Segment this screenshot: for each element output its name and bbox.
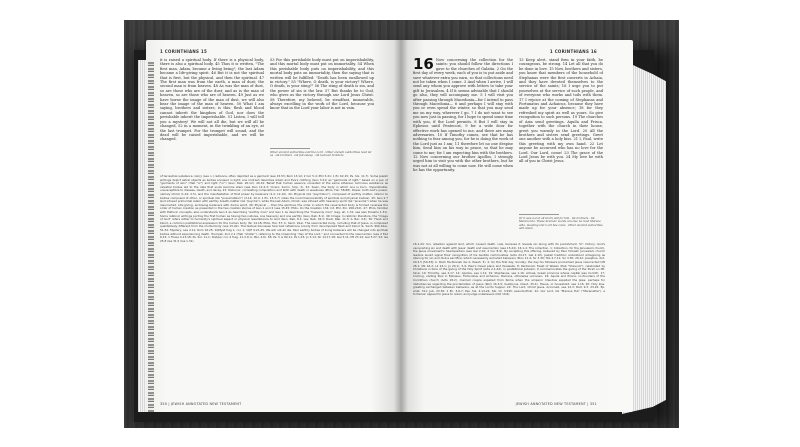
photo-background: [124, 20, 679, 428]
right-annotation-notes: 16.1-24: Sin, rebellion against God, which caused death. Law, because it reveals sin along with its punishment. 57: Victory, God's vanquishing sin and death with Jesus' death and resurrection (see 15.24). 16.1-4: The collection. 1: Collection, for the Jerusalem church, the Jesus movement's headquarters (see Gal 2.10; 2 Cor 8-9). By accepting this offering, believed by Paul himself, Jerusalem church leaders would signal their recognition of his Gentile communities (Acts 24.17; Gal 2.10). Jewish tradition understood almsgiving as atoning for sin and divine sacrifice, which necessarily excluded believers (Prov 11.4; Sir 3.30; Tob 4.7-11; Sir 3.30; 29.12; Josephus, Ant. 20.2.5 [50-53]; b. Rosh Ha-Shanah 4a; b. Pesah. 3). 2: On the first day, Sunday, the day his followers proclaimed Jesus resurrected (Mt 28.1; Mk 16.2; Lk 24.1; Jn 20.1). 5-9: Paul's travel plans and farewells. 8: Pentecost, Feast of Weeks (Heb "Shavuot"), celebrated by Christians in time of the giving of the Holy Spirit (Acts 2.1-42); in postbiblical Judaism, it commemorates the giving of the Torah on Mt. Sinai. 10: Timothy, see 4.17. 12: Apollos, see 1.12. 19: Stephanas, see 1.16. Achaia, Greek province whose capital was Corinth. 17: Coming, visiting Paul in Ephesus. Fortunatus and Achaicus, Romans, otherwise unknown. 19: Aquila and Prisca, co-founders of the Corinthian church (Acts 18.2), married couple expelled from Rome when the emperor Claudius expelled the Jews, perhaps for disturbances regarding the proclamation of Jesus (Rom 16.3-5; Suetonius, Claud. 25.4). House, or household; see 1.16. 20: Holy kiss, greeting exchanged between believers, as at the Lord's Supper. 22: The Lord, Christ Jesus. Accursed, see 12.3; Rom 9.3. 23-24: Ep. Arist. 311; Jub. 23.30; 1 En. 5.6-7; Pss. Sol. 4.14-22; Sib. Or. 3.595; pseudo-Philo. 22: Our Lord, Gk "Marana tha" ("Maranatha"), a formulaic appeal for Jesus to return and judge unbelievers (Did 10.6).: [413, 243, 605, 297]
right-xref-rule: [519, 214, 559, 215]
left-cross-references: Other ancient authorities add the Lord · Other ancient authorities read let us · Gk brothers · Gk fall asleep · Gk beloved brothers: [270, 150, 372, 158]
right-footer: JEWISH ANNOTATED NEW TESTAMENT | 351: [515, 402, 597, 406]
left-page: [146, 40, 401, 412]
right-main-text-body: Now concerning the collection for the saints: you should follow the directions I gave to the churches of Galatia. 2 On the first day of every week, each of you is to put aside and save whatever extra you earn, so that collections need not be taken when I come. 3 And when I arrive, I will send any whom you approve with letters to take your gift to Jerusalem. 4 If it seems advisable that I should go also, they will accompany me. 5 I will visit you after passing through Macedonia—for I intend to pass through Macedonia— 6 and perhaps I will stay with you or even spend the winter, so that you may send me on my way, wherever I go. 7 I do not want to see you now just in passing, for I hope to spend some time with you, if the Lord permits. 8 But I will stay in Ephesus until Pentecost, 9 for a wide door for effective work has opened to me, and there are many adversaries. 10 If Timothy comes, see that he has nothing to fear among you, for he is doing the work of the Lord just as I am; 11 therefore let no one despise him. Send him on his way in peace, so that he may come to me; for I am expecting him with the brothers. 12 Now concerning our brother Apollos, I strongly urged him to visit you with the other brothers, but he was not at all willing to come now. He will come when he has the opportunity.: [413, 58, 513, 173]
left-annotation-notes: of terrestrial substance. Glory (see n.) radiance, often depicted as a garment (see 15.53; Rom 13.12; 2 Cor 5.4; Phil 3.21; 1 En 62.15; Ps. Sol. 11.7). Some Jewish writings depict astral objects as bodies encased in light; one midrash describes Adam and Eve's clothing (Gen 3.21) as "garments of light," based on a pun of "garments of skin" (Heb "or") and light ("or") (Gen. Rab. 20.12). 40-41: Belief that human essence consisted of the same ethereal, luminous substance as celestial bodies led to the idea that souls become stars (see Dan 12.2-3; Cicero, Somn. Scip. 3). 42: Sown, the body in which one is born. Imperishable, unsusceptible to disease, death, and decay. 43: Dishonor, correlating composition and birth with death or weakness (Philo, Her. 58-68). Power, both God's power, namely Christ (1.24; 2.5), and the manifestation of that power by believers (2.4; 12.10). 44: Physical (Gk "psychikon"), composed of earthly matter, inferior to bodies composed of other, or spiritual (Gk "pneumatikon") (2.14; 10.4; 1 Ex. 15.3-7) notes the incommensurability of spiritual and physical bodies). 45: Gen 2.7 God infused primordial Adam with earthly breath-matter (Gk "psyche"), while the last Adam, Christ, was infused with heavenly spirit (Gk "pneuma") when he was resurrected. Life-giving, endowing believers with divine spirit. 46: Physical ... then the spiritual, the order in which the resurrected body is formed reverses the order of human creation as presented in the two creation stories of Gen 1 and 2 (see 15.45; Philo, On the Creation 134; Int. Phil. Por. 206-210). 47: Philo, familiar with Platonic concepts, also understands Gen 2 as describing "earthly man" and Gen 1 as describing the "heavenly man" (Leg. all. 1.31; see also Dreams 1.31). Some rabbinic writings portray the first human as having two natures, one heavenly and one earthly (Gen. Rab. 8.1). 49: Image. In rabbinic literature, the "image of God" refers either to humanity's spiritual aspect or physical resemblance to God (Gen. Rab. 8.1; Lev. Rab. 34.3; Deut. Rab. 11.3; b. Ber. 4.5). 50: Flesh and blood, a common postbiblical expression for the human body (Sir 14.18; Philo, Her. 57; b. Sanh. 91a). The resurrected body, including that of Jesus, is composed qualitatively different from the mortal body (see 15.40). The textual discusses how God refashions a body from decomposed flesh and blood (b. Sanh. 90b-91a). 51-52: Mystery, see 2.11; Rom 16.25; 1QMyst frag 1, col. 1; 1QH 9.21-25. We will not all die. Paul earthly bodies of living believers will be changed into spiritual bodies without experiencing death. Trumpet, 2nd 2.1 (Heb "shofar"), referring to the impending "day of the Lord," and connected to the resurrection (see 2 Esd 6.23; 1 Thess 4.13-18; Ps. Sol. 11.1; 4QApoc col. 4 frag. 11.3-9; b. Ber. 4.6). 56: Ps. 5 is 60.11; Ps 1.23; Jn 3.14; Sir 14.17-18; Gal 3.11; Mt 23.14; Gal 3.27. 54: Isa 25.8 (Isa 31.5 (Isa 1.31).: [160, 175, 388, 243]
right-main-text: [413, 58, 513, 230]
left-main-text: it is raised a spiritual body. If there is a physical body, there is also a spiritual body. 45 Thus it is written, "The first man, Adam, became a living being"; the last Adam became a life-giving spirit. 46 But it is not the spiritual that is first, but the physical, and then the spiritual. 47 The first man was from the earth, a man of dust; the second man is from heaven. 48 As was the man of dust, so are those who are of the dust; and as is the man of heaven, so are those who are of heaven. 49 Just as we have borne the image of the man of dust, we will also bear the image of the man of heaven. 50 What I am saying, brothers and sisters, is this: flesh and blood cannot inherit the kingdom of God, nor does the perishable inherit the imperishable. 51 Listen, I will tell you a mystery! We will not all die, but we will all be changed, 52 in a moment, in the twinkling of an eye, at the last trumpet. For the trumpet will sound, and the dead will be raised imperishable, and we will be changed.: [160, 58, 264, 142]
left-second-column: 53 For this perishable body must put on imperishability, and this mortal body must put on immortality. 54 When this perishable body puts on imperishability, and this mortal body puts on immortality, then the saying that is written will be fulfilled: "Death has been swallowed up in victory." 55 "Where, O death, is your victory? Where, O death, is your sting?" 56 The sting of death is sin, and the power of sin is the law. 57 But thanks be to God, who gives us the victory through our Lord Jesus Christ. 58 Therefore, my beloved, be steadfast, immovable, always excelling in the work of the Lord, because you know that in the Lord your labor is not in vain.: [270, 58, 374, 111]
left-footer: 350 | JEWISH ANNOTATED NEW TESTAMENT: [160, 402, 242, 406]
right-page: [401, 40, 633, 412]
left-running-head: 1 CORINTHIANS 15: [160, 49, 208, 54]
chapter-number: 16: [413, 58, 434, 73]
right-cross-references: Or it was not at all God's will for him · Gk brothers · Gk Maranа tha. These Aramaic words can also be read Marana atha, meaning Our Lord has come · Other ancient authorities add Amen: [519, 216, 603, 231]
left-xref-rule: [270, 148, 310, 149]
left-decorative-border: [148, 62, 154, 412]
right-running-head: 1 CORINTHIANS 16: [549, 49, 597, 54]
book-gutter: [394, 40, 408, 412]
right-second-column: 13 Keep alert, stand firm in your faith, be courageous, be strong. 14 Let all that you do be done in love. 15 Now, brothers and sisters, you know that members of the household of Stephanas were the first converts in Achaia, and they have devoted themselves to the service of the saints; 16 I urge you to put yourselves at the service of such people, and of everyone who works and toils with them. 17 I rejoice at the coming of Stephanas and Fortunatus and Achaicus, because they have made up for your absence; 18 for they refreshed my spirit as well as yours. So give recognition to such persons. 19 The churches of Asia send greetings. Aquila and Prisca, together with the church in their house, greet you warmly in the Lord. 20 All the brothers and sisters send greetings. Greet one another with a holy kiss. 21 I, Paul, write this greeting with my own hand. 22 Let anyone be accursed who has no love for the Lord. Our Lord, come! 23 The grace of the Lord Jesus be with you. 24 My love be with all of you in Christ Jesus.: [519, 58, 603, 164]
